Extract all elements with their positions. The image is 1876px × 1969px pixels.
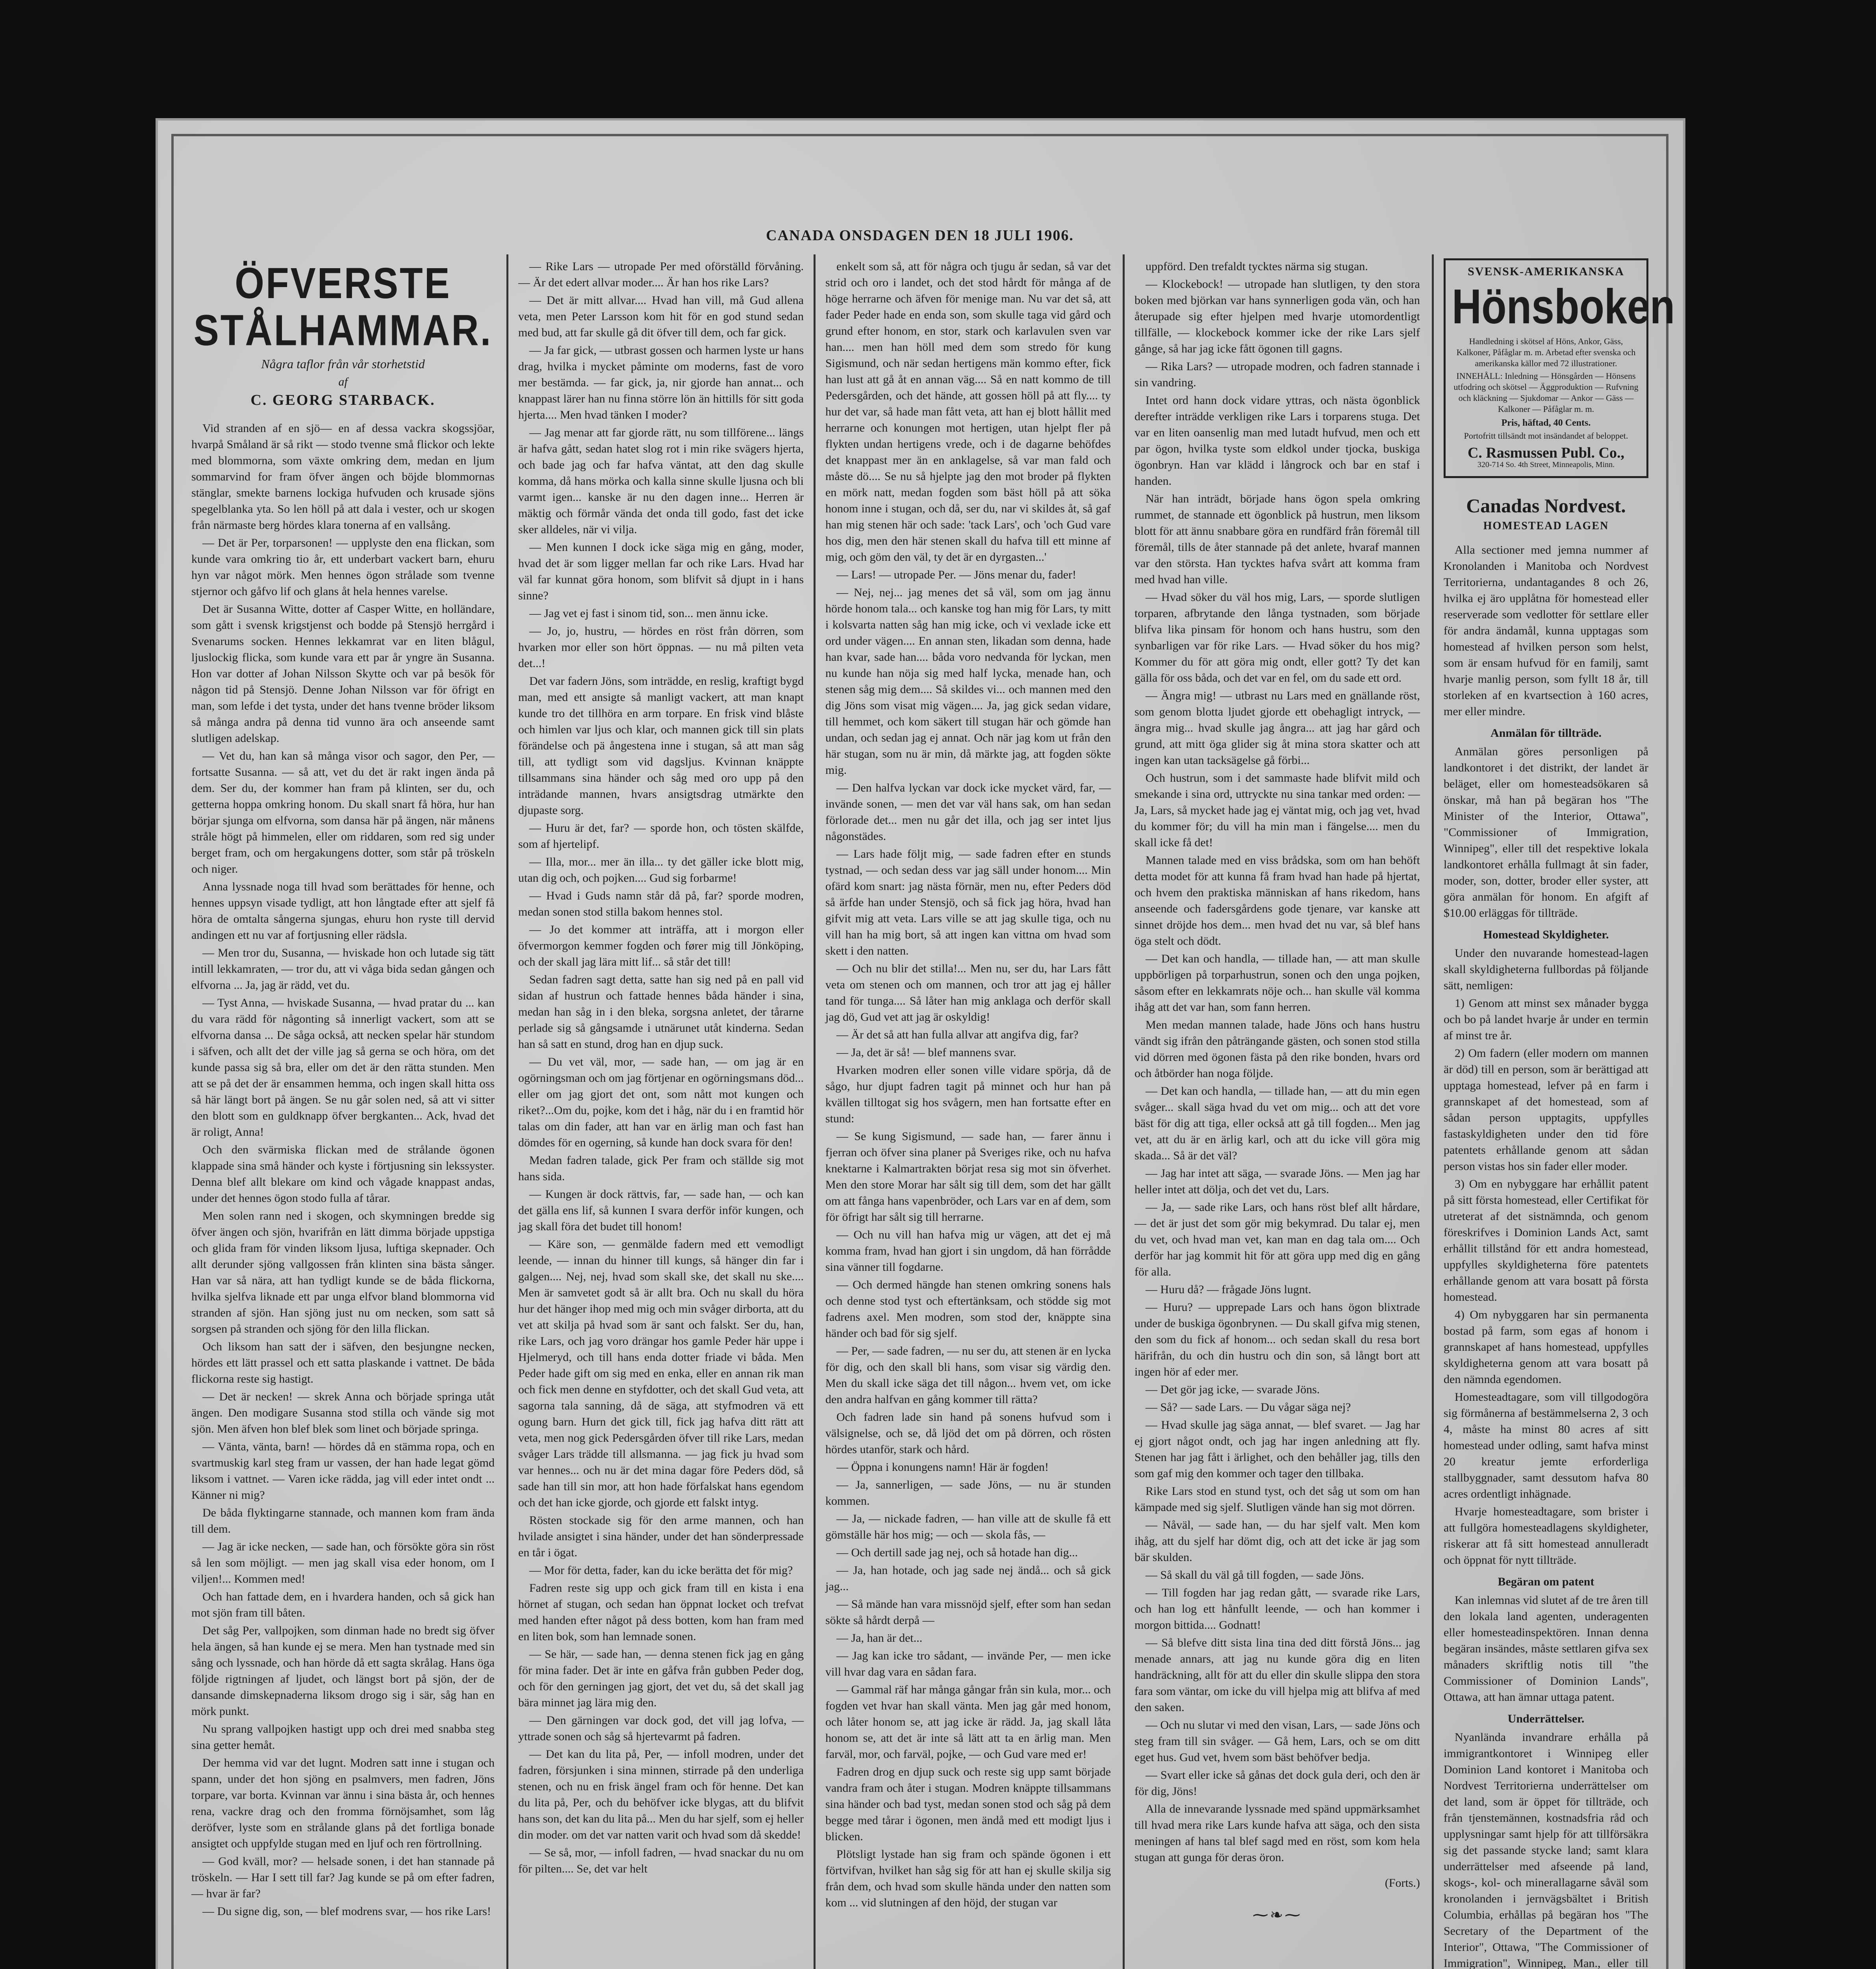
story-paragraph: — Klockebock! — utropade han slutligen, ty den stora boken med björkan var hans synnerligen goda vän, och han återupade sig efter hjelpen med hvarje utomordentligt tillfälle, — klockebock kommer icke der rike Lars sjelf gånge, så har jag icke fått ögonen till gagns. [1134,278,1420,355]
story-column-3 [825,258,1111,1969]
column-rule [1432,254,1434,1969]
notice-heading: Underrättelser. [1507,1712,1585,1725]
story-paragraph: — Se så, mor, — infoll fadren, — hvad snackar du nu om för pilten.... Se, det var helt [518,1846,804,1875]
story-text [1134,258,1420,1865]
ad-body: Handledning i skötsel af Höns, Ankor, Gäss, Kalkoner, Påfåglar m. m. Arbetad efter svenska och amerikanska källor med 72 illustrationer. [1456,336,1636,368]
story-text [825,258,1111,1911]
story-paragraph: Och den svärmiska flickan med de strålande ögonen klappade sina små händer och kyste i förtjusning sin lekssyster. Denna blef allt blekare om kind och vågade knappast andas, under det hennes ögon stodo fulla af tårar. [191,1143,495,1205]
story-paragraph: — Och nu blir det stilla!... Men nu, ser du, har Lars fått veta om stenen och om mannen, och tror att jag ej håller tand för tunga.... Så låter han mig anklaga och derför skall jag dö, Gud vet att jag är oskyldig! [825,962,1111,1023]
story-paragraph: — Rika Lars? — utropade modren, och fadren stannade i sin vandring. [1134,360,1420,389]
notice-paragraph: 1) Genom att minst sex månader bygga och bo på landet hvarje år under en termin af minst tre år. [1444,997,1648,1042]
story-title: ÖFVERSTE STÅLHAMMAR. [193,259,493,355]
story-paragraph: — Ja, — nickade fadren, — han ville att de skulle få ett gömställe här hos mig; — och — skola fås, — [825,1512,1111,1541]
story-subtitle: Några taflor från vår storhetstid [261,357,425,371]
story-paragraph: — Ängra mig! — utbrast nu Lars med en gnällande röst, som genom blotta ljudet gjorde ett obehagligt intryck, — ängra mig... hvad skulle jag ångra... att jag har gård och grund, att mitt öga glider sig åt mina stora skatter och att ingen kan utan tacksägelse gå förbi... [1134,689,1420,767]
story-paragraph: Det var fadern Jöns, som inträdde, en reslig, kraftigt bygd man, med ett ansigte så manligt vackert, att man knapt kunde tro det tillhöra en arm torpare. En frisk vind blåste och himlen var ljus och klar, och mannen gick till sin plats förändelse och pä ångestena inne i stugan, så att man såg till, att tydligt som vid dagsljus. Kvinnan knäppte tillsammans sina händer och såg med oro upp på den inträdande mannen, hvars ansigtsdrag utmärkte den djupaste sorg. [518,675,804,817]
notice-title: Canadas Nordvest. [1466,495,1626,517]
notice-subtitle: HOMESTEAD LAGEN [1483,520,1609,532]
story-paragraph: Men solen rann ned i skogen, och skymningen bredde sig öfver ängen och sjön, hvarifrån en lätt dimma började uppstiga och glida fram för vinden liksom ljusa, luftiga skepnader. Och allt derunder sjöng vallgossen från klinten sina bästa sånger. Han var så nära, att han tydligt kunde se de båda flickorna, hvilka sjelfva liknade ett par unga elfvor bland blommorna vid stranden af sjön. Han sjöng just nu om necken, som satt så sorgsen på stranden och sjöng för den lilla flickan. [191,1209,495,1335]
story-paragraph: — Svart eller icke så gånas det dock gula deri, och den är för dig, Jöns! [1134,1769,1420,1798]
notice-heading: Homestead Skyldigheter. [1483,928,1609,941]
notice-paragraph: Kan inlemnas vid slutet af de tre åren till den lokala land agenten, underagenten eller homesteadinspektören. Innan denna begäran insändes, måste settlaren gifva sex månaders skriftlig notis till "the Commissioner of Dominion Lands", Ottawa, att han ämnar uttaga patent. [1444,1594,1648,1704]
story-paragraph: — Jag har intet att säga, — svarade Jöns. — Men jag har heller intet att dölja, och det vet du, Lars. [1134,1167,1420,1196]
story-paragraph: — Se kung Sigismund, — sade han, — farer ännu i fjerran och öfver sina planer på Sveriges rike, och nu hafva knektarne i Kalmartrakten börjat resa sig mot sin öfverhet. Men den store Morar har sålt sig till dem, som det har gällt om att fånga hans vapenbröder, och Lars var en af dem, som för öfrigt har sålt sig till herrarne. [825,1130,1111,1224]
story-paragraph: — Till fogden har jag redan gått, — svarade rike Lars, och han log ett hånfullt leende, — och han kommer i morgon bittida.... Godnatt! [1134,1586,1420,1632]
story-paragraph: Rösten stockade sig för den arme mannen, och han hvilade ansigtet i sina händer, under det han sönderpressade en tår i ögat. [518,1514,804,1559]
story-paragraph: — Ja far gick, — utbrast gossen och harmen lyste ur hans drag, hvilka i mycket påminte om moderns, fast de voro mer bestämda. — far gick, ja, nir gjorde han annat... och knappast lärer han nu finna större lön än hittills för sitt goda hjerta.... Men hvad tänken I moder? [518,344,804,421]
story-paragraph: Intet ord hann dock vidare yttras, och nästa ögonblick derefter inträdde verkligen rike Lars i torparens stuga. Det var en liten oansenlig man med lutadt hufvud, men och ett par ögon, hvilka tyste som eldkol under tjocka, buskiga ögonbryn. Han var klädd i långrock och bar en staf i handen. [1134,394,1420,488]
story-paragraph: — Det är Per, torparsonen! — upplyste den ena flickan, som kunde vara omkring tio år, ett underbart vackert barn, ehuru hyn var något mörk. Men hennes ögon strålade som tvenne stjernor och gåfvo lif och glans åt hela hennes varelse. [191,536,495,598]
notice-paragraph: Alla sectioner med jemna nummer af Kronolanden i Manitoba och Nordvest Territorierna, undantagandes 8 och 26, hvilka ej äro upplåtna för homestead eller reserverade som vedlotter för settlare eller för andra ändamål, kunna upptagas som homestead af hvilken person som helst, som är ensam hufvud för en familj, samt hvarje manlig person, som fyllt 18 år, till storleken af en kvartsection à 160 acres, mer eller mindre. [1444,543,1648,718]
notice-paragraph: Anmälan göres personligen på landkontoret i det distrikt, der landet är beläget, eller om homesteadsökaren så önskar, må han på begäran hos "The Minister of the Interior, Ottawa", "Commissioner of Immigration, Winnipeg", eller till det respektive lokala landkontoret erhålla fullmagt åt sin fader, moder, son, dotter, broder eller syster, att göra anmälan för honom. En afgift af $10.00 erläggas för tillträde. [1444,745,1648,920]
ad-mail-note: Portofritt tillsändt mot insändandet af beloppet. [1464,431,1628,441]
story-paragraph: — Öppna i konungens namn! Här är fogden! [836,1461,1049,1474]
story-paragraph: — Men kunnen I dock icke säga mig en gång, moder, hvad det är som ligger mellan far och rike Lars. Hvad har väl far kunnat göra honom, som blifvit så djupt in i hans sinne? [518,541,804,602]
story-paragraph: — Huru? — upprepade Lars och hans ögon blixtrade under de buskiga ögonbrynen. — Du skall gifva mig stenen, den som du fick af honom... och sedan skall du resa bort härifrån, du och din hustru och din son, så långt bort att ingen hör af eder mer. [1134,1301,1420,1378]
story-paragraph: — God kväll, mor? — helsade sonen, i det han stannade på tröskeln. — Har I sett till far? Jag kunde se på om efter fadren, — hvar är far? [191,1855,495,1900]
story-paragraph: — Tyst Anna, — hviskade Susanna, — hvad pratar du ... kan du vara rädd för någonting så innerligt vackert, som att se elfvorna dansa ... De såga också, att necken spelar här stundom i säfven, och allt det der ville jag så gerna se och höra, om det kunde passa sig så bra, eller om det är den rätta stunden. Men att se på det der är ensammen hemma, och ingen skall hitta oss så här längt bort på ängen. Se nu går solen ned, så att vi sitter den blott som en guldknapp öfver bergkanten... Ack, hvad det är roligt, Anna! [191,996,495,1138]
notice-paragraph: 2) Om fadern (eller modern om mannen är död) till en person, som är berättigad att upptaga homestead, lefver på en farm i grannskapet af det homestead, som af sådan person upptagits, uppfylles fastaskyldigheten under den tid före patentets erhållande genom att sådan person vistas hos sin fader eller moder. [1444,1047,1648,1173]
continued-note: (Forts.) [1385,1876,1420,1889]
notice-paragraph: 3) Om en nybyggare har erhållit patent på sitt första homestead, eller Certifikat för utreterat af det sistnämnda, och genom föreskrifves i Dominion Lands Act, samt erhållit tillstånd för ett andra homestead, uppfylles skyldigheterna före patentets erhållande genom att vara bosatt på första homestead. [1444,1177,1648,1303]
notice-paragraph: Under den nuvarande homestead-lagen skall skyldigheterna fullbordas på följande sätt, nemligen: [1444,947,1648,992]
story-paragraph: — Käre son, — genmälde fadern med ett vemodligt leende, — innan du hinner till kungs, så hänger din far i galgen.... Nej, nej, hvad som skall ske, det skall nu ske.... Men är samvetet godt så är allt bra. Och nu skall du höra hur det hänger ihop med mig och min svåger dirborta, att du vet att skilja på hvad som är sant och falskt. Ser du, han, rike Lars, och jag voro drängar hos gamle Peder här uppe i Hjelmeryd, och till hans enda dotter friade vi båda. Men Peder hade gift om sig med en enka, eller en annan rik man och fick men denne en styfdotter, och det skall Gud veta, att sagorna tala sanning, då de säga, att styfmodren vä ett ogung barn. Hurn det gick till, fick jag hafva ditt rätt att veta, men nog gick Pedersgården öfver till rike Lars, medan svåger Lars trädde till allsmanna. — jag fick ju hvad som var hennes... och nu är det mina dagar före Peders död, så sade han till sin mor, att hon hade förfalskat hans egendom och det han icke gjorde, och gjorde ett falskt intyg. [518,1238,804,1509]
story-paragraph: Det är Susanna Witte, dotter af Casper Witte, en holländare, som gått i svensk krigstjenst och bodde på Stensjö herrgård i Svenarums socken. Hennes lekkamrat var en liten blågul, ljuslockig flicka, som kunde vara ett par år yngre än Susanna. Hon var dotter af Johan Nilsson Skytte och var på besök för någon tid på Stensjö. Denne Johan Nilsson var för öfrigt en man, som lefde i det tysta, under det hans tvenne bröder liksom så många andra på denna tid vunno ära och anseende samt slutligen adelskap. [191,603,495,745]
story-paragraph: — Så mände han vara missnöjd sjelf, efter som han sedan sökte så hårdt derpå — [825,1598,1111,1627]
story-paragraph: — Ja, — sade rike Lars, och hans röst blef allt hårdare, — det är just det som gör mig bekymrad. Du talar ej, men du vet, och hvad man vet, kan man en dag tala om.... Och derför har jag kommit hit för att göra upp med dig en gång för alla. [1134,1201,1420,1278]
story-paragraph: Fadren reste sig upp och gick fram till en kista i ena hörnet af stugan, och sedan han öppnat locket och trefvat med handen efter något på dess botten, kom han fram med en liten bok, som han lemnade sonen. [518,1582,804,1643]
story-paragraph: — Jo det kommer att inträffa, att i morgon eller öfvermorgon kemmer fogden och fører mig till Jönköping, och der skall jag lära mitt lif... så står det till! [518,923,804,968]
story-paragraph: — Så? — sade Lars. — Du vågar säga nej? [1146,1401,1351,1414]
notice-paragraph: Nyanlända invandrare erhålla på immigrantkontoret i Winnipeg eller Dominion Land kontoret i Manitoba och Nordvest Territorierna underrättelser om det land, som är öppet för tillträde, och från tjenstemännen, kostnadsfria råd och upplysningar samt hjelp för att tillförsäkra sig det passande stycke land; samt klara underrättelser med afseende på land, skogs-, kol- och minerallagarne såväl som kronolanden i jernvägsbältet i British Columbia, erhållas på begäran hos "The Secretary of the Department of the Interior", Ottawa, "The Commissioner of Immigration", Winnipeg, Man., eller till [1444,1731,1648,1969]
story-paragraph: — Ja, sannerligen, — sade Jöns, — nu är stunden kommen. [825,1478,1111,1507]
column-rule [506,254,508,1969]
story-paragraph: — Huru då? — frågade Jöns lugnt. [1146,1283,1311,1296]
notice-heading: Begäran om patent [1498,1575,1594,1588]
advertisement-honsboken [1444,258,1675,478]
story-paragraph: — Huru är det, far? — sporde hon, och tösten skälfde, som af hjertelipf. [518,821,804,851]
column-rule [814,254,816,1969]
story-paragraph: — Lars! — utropade Per. — Jöns menar du, fader! [836,568,1076,581]
story-paragraph: — Mor för detta, fader, kan du icke berätta det för mig? [529,1564,793,1577]
story-paragraph: — Och dertill sade jag nej, och så hotade han dig... [836,1546,1078,1559]
story-paragraph: Sedan fadren sagt detta, satte han sig ned på en pall vid sidan af hustrun och fattade hennes båda händer i sina, medan han såg in i den bleka, sorgsna anletet, der tårarne perlade sig så gångsamde i utnärunet utåt kinderna. Sedan han så satt en stund, drog han en djup suck. [518,973,804,1051]
story-paragraph: — Gammal räf har många gångar från sin kula, mor... och fogden vet hvar han skall vänta. Men jag går med honom, och låter honom se, att jag icke är rädd. Ja, jag skall låta honom se, att det är inte så lätt att ta en ärlig man. Men farväl, mor, och farväl, pojke, — och Gud vare med er! [825,1683,1111,1761]
story-paragraph: Nu sprang vallpojken hastigt upp och drei med snabba steg sina getter hemåt. [191,1722,495,1752]
ad-kicker: SVENSK-AMERIKANSKA [1468,265,1624,278]
story-paragraph: Och fadren lade sin hand på sonens hufvud som i välsignelse, och se, då ljöd det om på dörren, och rösten hördes utanför, stark och hård. [825,1411,1111,1456]
story-paragraph: Fadren drog en djup suck och reste sig upp samt började vandra fram och åter i stugan. Modren knäppte tillsammans sina händer och bad tyst, medan sonen stod och såg på dem begge med tårar i ögonen, men ändå med ett modigt ljus i blicken. [825,1765,1111,1843]
story-paragraph: — Vet du, han kan så många visor och sagor, den Per, — fortsatte Susanna. — så att, vet du det är rakt ingen ända på dem. Ser du, der kommer han fram på klinten, ser du, och getterna hoppa omkring honom. Du skall snart få höra, hur han börjar sjunga om elfvorna, som dansa här på ängen, när månens stråle högt på himmelen, eller om riddaren, som red sig under berget fram, och om hergakungens dotter, som står på tröskeln och niger. [191,749,495,875]
story-paragraph: — Det gör jag icke, — svarade Jöns. [1146,1383,1320,1396]
notice-paragraph: Hvarje homesteadtagare, som brister i att fullgöra homesteadlagens skyldigheter, riskerar att få sitt homestead annulleradt och öppnat för nytt tillträde. [1444,1505,1648,1567]
ad-price: Pris, häftad, 40 Cents. [1501,418,1591,428]
story-paragraph: — Jag menar att far gjorde rätt, nu som tillförene... längs är hafva gått, sedan hatet slog rot i min rike svägers hjerta, och bade jag och far hafva väntat, att den dag skulle komma, då hans mörka och kalla sinne skulle ljusna och bli varmt igen... kanske är nu den dagen inne... Herren är mäktig och förmår vända det onda till godo, fast det icke sker alldeles, när vi vilja. [518,426,804,536]
story-paragraph: — Jo, jo, hustru, — hördes en röst från dörren, som hvarken mor eller son hört öppnas. — nu må pilten veta det...! [518,625,804,670]
story-paragraph: — Illa, mor... mer än illa... ty det gäller icke blott mig, utan dig och, och pojken.... Gud sig forbarme! [518,855,804,884]
notice-paragraph: 4) Om nybyggaren har sin permanenta bostad på farm, som egas af honom i grannskapet af hans homestead, uppfylles skyldigheterna genom att vara bosatt på den nämnda egendomen. [1444,1308,1648,1386]
sidebar-column [1444,258,1675,1969]
story-paragraph: — Kungen är dock rättvis, far, — sade han, — och kan det gälla ens lif, så kunnen I svara derför inför kungen, och jag skall föra det budet till honom! [518,1188,804,1233]
page-border [171,134,1675,1969]
story-paragraph: — Du signe dig, son, — blef modrens svar, — hos rike Lars! [202,1905,491,1918]
ad-address: 320-714 So. 4th Street, Minneapolis, Minn. [1477,460,1615,469]
story-paragraph: Och hustrun, som i det sammaste hade blifvit mild och smekande i sina ord, uttryckte nu sina tankar med orden: — Ja, Lars, så mycket hade jag ej väntat mig, och jag vet, hvad du kommer för; du vill ha min man i fängelse.... men du skall icke få det! [1134,771,1420,849]
story-paragraph: Det såg Per, vallpojken, som dinman hade no bredt sig öfver hela ängen, så han kunde ej se mera. Men han tystnade med sin sång och lyssnade, och han hörde då ett sagta skrålag. Hans öga följde rigtningen af ljudet, och längst bort på sjön, der de dansande dimskepnaderna liksom drogo sig i sär, såg han en mörk punkt. [191,1624,495,1718]
story-text [518,258,804,1877]
story-paragraph: — Ja, han är det... [836,1632,923,1645]
end-ornament: ⁓❧⁓ [1252,1906,1302,1924]
ad-publisher: C. Rasmussen Publ. Co., [1467,445,1625,461]
story-column-4 [1134,258,1420,1969]
story-paragraph: Der hemma vid var det lugnt. Modren satt inne i stugan och spann, under det hon sjöng en psalmvers, men fadren, Jöns torpare, var borta. Kvinnan var ännu i sina bästa år, och hennes rena, vackre drag och den fromma förnöjsamhet, som låg deröfver, lyste som en strålande glans på det fortliga bonade ansigtet och uppfylde stugan med en ljuf och ren förtrollning. [191,1756,495,1850]
story-paragraph: — Det är necken! — skrek Anna och började springa utåt ängen. Den modigare Susanna stod stilla och vände sig mot sjön. Men äfven hon blef blek som linet och började springa. [191,1390,495,1435]
story-paragraph: — Så blefve ditt sista lina tina ded ditt förstå Jöns... jag menade annars, att jag nu kunde göra dig en liten handräckning, allt för att du eller din skulle slippa den stora fara som väntar, om icke du vill hjelpa mig att blifva af med den saken. [1134,1636,1420,1714]
story-paragraph: — Hvad söker du väl hos mig, Lars, — sporde slutligen torparen, afbrytande den långa tystnaden, som började blifva lika pinsam för honom och hans hustru, som den synbarligen var för rike Lars. — Hvad söker du hos mig? Kommer du för att göra mig ondt, eller gott? Ty det kan gälla för oss båda, och det var en fel, om du sade ett ord. [1134,591,1420,684]
running-head: CANADA ONSDAGEN DEN 18 JULI 1906. [766,227,1074,244]
story-paragraph: — Den gärningen var dock god, det vill jag lofva, — yttrade sonen och såg så hjertevarmt på fadren. [518,1714,804,1743]
story-paragraph: — Vänta, vänta, barn! — hördes då en stämma ropa, och en svartmuskig karl steg fram ur vassen, der han hade legat gömd liksom i vattnet. — Varen icke rädda, jag vill eder intet ondt ... Känner ni mig? [191,1440,495,1502]
story-paragraph: Mannen talade med en viss brådska, som om han behöft detta modet för att kunna få fram hvad han hade på hjertat, och hvem den praktiska människan af hans rikedom, hans anseende och fadersgårdens gode tjenare, var kanske att sinnet dröjde hos dem... men hvad det nu var, så blef hans öga stelt och dödt. [1134,854,1420,947]
story-paragraph: — Den halfva lyckan var dock icke mycket värd, far, — invände sonen, — men det var väl hans sak, om han sedan förlorade det... men nu går det illa, och jag ser intet ljus någonstädes. [825,781,1111,843]
story-paragraph: När han inträdt, började hans ögon spela omkring rummet, de stannade ett ögonblick på hustrun, men liksom blott för att ännu snabbare göra en rundfärd från föremål till föremål, tills de åter stannade på det anlete, hvaraf mannen var den största. Han tycktes hafva svårt att komma fram med hvad han ville. [1134,492,1420,586]
story-paragraph: — Hvad skulle jag säga annat, — blef svaret. — Jag har ej gjort något ondt, och jag har ingen anledning att fly. Stenen har jag fått i ärlighet, och den behåller jag, tills den som gaf mig den kommer och tager den tillbaka. [1134,1418,1420,1480]
ad-contents: INNEHÅLL: Inledning — Hönsgården — Hönsens utfodring och skötsel — Äggproduktion — Rufvning och kläckning — Sjukdomar — Ankor — Gäss — Kalkoner — Påfåglar m. m. [1453,371,1639,414]
story-column-2 [518,258,804,1969]
ad-title: Hönsboken [1452,279,1675,334]
story-paragraph: — Det kan du lita på, Per, — infoll modren, under det fadren, försjunken i sina minnen, stirrade på den underliga stenen, och nu en frisk ängel fram och för henne. Det kan du lita på, Per, och du behöfver icke blygas, att du blifvit hans son, det kan du lita på... Men du har sjelf, som ej heller din moder. om det var natten varit och hvad som då skedde! [518,1748,804,1841]
story-paragraph: — Det kan och handla, — tillade han, — att du min egen svåger... skall säga hvad du vet om mig... och att det vore bäst för dig att tiga, eller också att gå till fogden... Men jag vet, att du är en ärlig karl, och att du icke vill göra mig skada... Så är det väl? [1134,1085,1420,1162]
story-paragraph: — Nåväl, — sade han, — du har sjelf valt. Men kom ihåg, att du sjelf har dömt dig, och att det icke är jag som bär skulden. [1134,1518,1420,1564]
story-paragraph: De båda flyktingarne stannade, och mannen kom fram ända till dem. [191,1506,495,1535]
story-author: C. GEORG STARBACK. [250,392,436,408]
story-paragraph: — Ja, det är så! — blef mannens svar. [836,1046,1016,1059]
story-paragraph: Men medan mannen talade, hade Jöns och hans hustru vändt sig ifrån den påträngande gästen, och sonen stod stilla vid dörren med ögonen fästa på den rike bonden, hvars ord och åtbörder han noga följde. [1134,1018,1420,1080]
story-paragraph: — Det kan och handla, — tillade han, — att man skulle uppbörligen på torparhustrun, sonen och den unga pojken, såsom efter en lekkamrats nöje och... han skulle väl komma ihåg att det var han, som fann herren. [1134,952,1420,1014]
story-paragraph: — Du vet väl, mor, — sade han, — om jag är en ogörningsman och om jag förtjenar en ogörningsmans död... eller om jag gjort det ont, som nått mot kungen och riket?...Om du, pojke, kom det i håg, när du i en framtid hör talas om din fader, att han var en ärlig man och fast han dömdes för en ogerning, så kunde han dock svara för den! [518,1055,804,1149]
story-paragraph: Hvarken modren eller sonen ville vidare spörja, då de sågo, hur djupt fadren tagit på minnet och hur han på kvällen tilltogat sig hos svågern, men han fortsatte efter en stund: [825,1064,1111,1125]
story-paragraph: Vid stranden af en sjö— en af dessa vackra skogssjöar, hvarpå Småland är så rikt — stodo tvenne små flickor och lekte med blommorna, som växte omkring dem, medan en ljum sommarvind for fram öfver ängen och böjde blommornas stänglar, smekte barnens lockiga hufvuden och krusade sjöns spegelblanka yta. So len höll på att dala i vester, och ur skogen från närmaste berg hördes klara tonerna af en vallsång. [191,422,495,532]
story-paragraph: — Jag kan icke tro sådant, — invände Per, — men icke vill hvar dag vara en sådan fara. [825,1649,1111,1678]
story-paragraph: — Hvad i Guds namn står då på, far? sporde modren, medan sonen stod stilla bakom hennes stol. [518,889,804,918]
story-paragraph: — Det är mitt allvar.... Hvad han vill, må Gud allena veta, men Peter Larsson kom hit för en god stund sedan med bud, att far skulle gå dit öfver till dem, och far gick. [518,294,804,339]
story-paragraph: Och han fattade dem, en i hvardera handen, och så gick han mot sjön fram till båten. [191,1590,495,1619]
story-text [191,420,495,1919]
notice-paragraph: Homesteadtagare, som vill tillgodogöra sig förmånerna af bestämmelserna 2, 3 och 4, måste ha minst 80 acres af sitt homestead under odling, samt hafva minst 20 kreatur jemte erforderliga stallbyggnader, samt dessutom hafva 80 acres ordentligt inhägnade. [1444,1391,1648,1500]
story-paragraph: Rike Lars stod en stund tyst, och det såg ut som om han kämpade med sig sjelf. Slutligen vände han sig mot dörren. [1134,1485,1420,1514]
story-paragraph: — Se här, — sade han, — denna stenen fick jag en gång för mina fader. Det är inte en gåfva från gubben Peder dog, och för den gerningen jag gjort, det vet du, så det skall jag bära minnet jag lära mig den. [518,1648,804,1709]
story-paragraph: Medan fadren talade, gick Per fram och ställde sig mot hans sida. [518,1154,804,1183]
story-paragraph: — Jag är icke necken, — sade han, och försökte göra sin röst så len som möjligt. — men jag skall visa eder honom, om I viljen!... Kommen med! [191,1540,495,1585]
story-paragraph: — Rike Lars — utropade Per med oförställd förvåning. — Är det edert allvar moder.... Är han hos rike Lars? [518,260,804,289]
story-paragraph: — Jag vet ej fast i sinom tid, son... men ännu icke. [529,607,768,620]
story-paragraph: Plötsligt lystade han sig fram och spände ögonen i ett förtvifvan, hvilket han såg sig för att han ej skulle skilja sig från dem, och hvad som skulle hända under den natten som kom ... vid slutningen af den höjd, der stugan var [825,1848,1111,1909]
story-paragraph: uppförd. Den trefaldt tycktes närma sig stugan. [1146,260,1368,273]
story-paragraph: — Nej, nej... jag menes det så väl, som om jag ännu hörde honom tala... och kanske tog han mig för Lars, ty mitt i kolsvarta natten såg han mig icke, och vi vexlade icke ett ord under vägen.... En annan sten, likadan som denna, hade han kvar, sade han.... båda voro nedvanda för lyckan, men nu kunde han nöja sig med half lycka, menade han, och stenen såg mig dem.... Så skildes vi... och mannen med den dig Jöns som visat mig vägen.... Ja, jag gick sedan vidare, till hemmet, och kom säkert till stugan här och gömde han undan, och sedan jag ej annat. Och när jag kom ut från den här stugan, som nu är min, då märkte jag, att fogden sökte mig. [825,586,1111,777]
story-paragraph: Alla de innevarande lyssnade med spänd uppmärksamhet till hvad mera rike Lars kunde hafva att säga, och den sista meningen af hans tal blef sagd med en röst, som kom hela stugan att gunga för deras öron. [1134,1802,1420,1864]
story-paragraph: — Och dermed hängde han stenen omkring sonens hals och denne stod tyst och eftertänksam, och stödde sig mot fadrens axel. Men modren, som stod der, knäppte sina händer och bad för sig sjelf. [825,1278,1111,1340]
story-paragraph: — Är det så att han fulla allvar att angifva dig, far? [836,1028,1079,1041]
column-rule [1123,254,1125,1969]
story-paragraph: enkelt som så, att för några och tjugu år sedan, så var det strid och oro i landet, och det stod hårdt för många af de höge herrarne och äfven för menige man. Nu var det så, att fader Peder hade en enda son, som skulle taga vid gård och grund efter honom, en stor, stark och karlavulen sven var han.... men han höll med dem som stredo för kung Sigismund, och när sedan hertigens män kommo efter, fick han lust att gå åt en annan väg.... Så en natt kommo de till Pedersgården, och det hände, att gossen höll på att fly.... ty hur det var, så hade man fått veta, att han ej blott hållit med herrarne och konungen mot hertigen, utan hjelpt fler på flykten undan hertigens vrede, och i de dagarne behöfdes det knappast mer än en anklagelse, så var man fald och måste dö.... Se nu så hjelpte jag den mot broder på flykten en mörk natt, medan fogden som bäst höll på att söka honom inne i stugan, och då, ser du, nar vi skildes åt, så gaf han mig stenen här och sade: 'tack Lars', och 'och Gud vare hos dig, men den här stenen skall du hafva till ett minne af mig, och göm den väl, ty det är en dyrgasten...' [825,260,1111,564]
story-paragraph: — Ja, han hotade, och jag sade nej ändå... och så gick jag... [825,1564,1111,1593]
story-af: af [338,375,348,388]
story-column-1 [191,258,495,1969]
newspaper-page [156,118,1685,1969]
story-paragraph: — Så skall du väl gå till fogden, — sade Jöns. [1146,1569,1364,1582]
story-paragraph: — Och nu vill han hafva mig ur vägen, att det ej må komma fram, hvad han gjort i sin ungdom, då han förrådde sina vänner till fogdarne. [825,1228,1111,1274]
story-paragraph: — Och nu slutar vi med den visan, Lars, — sade Jöns och steg fram till sin svåger. — Gå hem, Lars, och se om ditt eget hus. Gud vet, hvem som bäst behöfver bedja. [1134,1719,1420,1764]
story-paragraph: Anna lyssnade noga till hvad som berättades för henne, och hennes uppsyn visade tydligt, att hon långtade efter att sjelf få höra de omtalta sångerna sjungas, ehuru hon ryste till dervid andingen ett nu var af fortjusning eller rädsla. [191,880,495,942]
notice-heading: Anmälan för tillträde. [1490,727,1602,740]
story-paragraph: — Men tror du, Susanna, — hviskade hon och lutade sig tätt intill lekkamraten, — tror du, att vi våga bida sedan gången och elfvorna ... Ja, jag är rädd, vet du. [191,946,495,992]
story-paragraph: — Per, — sade fadren, — nu ser du, att stenen är en lycka för dig, och den skall bli hans, som visar sig värdig den. Men du skall icke säga det till någon... hvem vet, om icke den andra halfvan en gång kommer till rätta? [825,1344,1111,1406]
story-paragraph: Och liksom han satt der i säfven, den besjungne necken, hördes ett lätt prassel och ett satta plaskande i vattnet. De båda flickorna reste sig hastigt. [191,1340,495,1385]
story-paragraph: — Lars hade följt mig, — sade fadren efter en stunds tystnad, — och sedan dess var jag säll under honom.... Min ofärd kom snart: jag nästa förnär, men nu, efter Peders död så ärfde han under Stensjö, och så fick jag höra, hvad han gifvit mig att veta. Lars ville se att jag skulle tiga, och nu vill han ha mig bort, så att ingen kan vittna om hvad som skett i den natten. [825,847,1111,957]
